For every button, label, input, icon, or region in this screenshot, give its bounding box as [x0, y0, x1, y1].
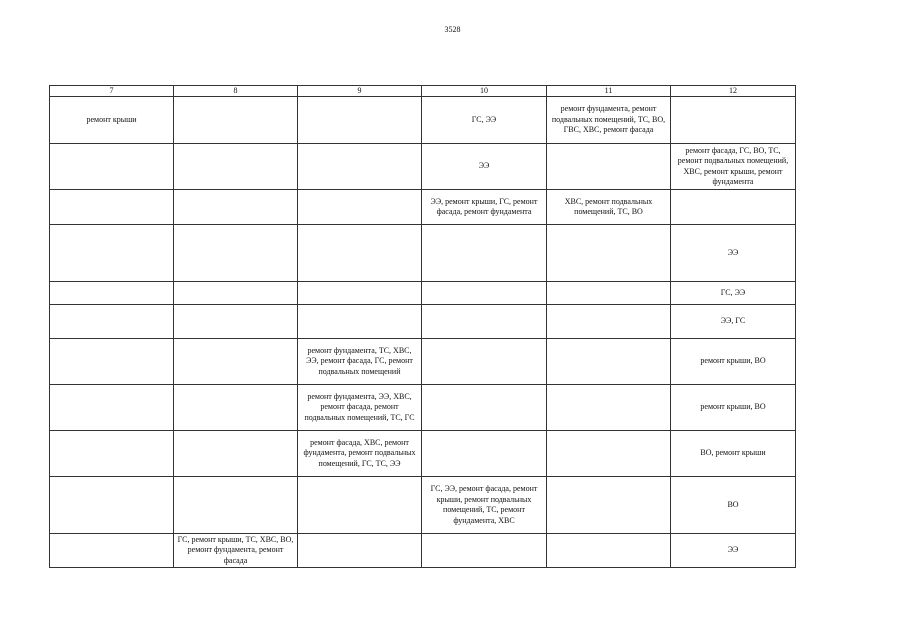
table-cell — [547, 305, 671, 339]
table-cell — [671, 190, 796, 225]
table-cell — [422, 305, 547, 339]
table-cell — [298, 97, 422, 144]
table-cell — [547, 477, 671, 534]
table-cell — [174, 477, 298, 534]
table-cell — [174, 225, 298, 282]
table-row — [50, 431, 796, 477]
table-cell — [174, 97, 298, 144]
table-cell: ремонт крыши — [50, 97, 174, 144]
table-cell: ЭЭ, ГС — [671, 305, 796, 339]
table-cell: ремонт крыши, ВО — [671, 339, 796, 385]
table-row — [50, 225, 796, 282]
table-cell: ремонт фасада, ХВС, ремонт фундамента, ремонт подвальных помещений, ГС, ТС, ЭЭ — [298, 431, 422, 477]
table-header-row — [50, 86, 796, 97]
table-cell — [422, 282, 547, 305]
table-cell — [50, 282, 174, 305]
table-cell — [422, 225, 547, 282]
table-cell — [298, 190, 422, 225]
table-cell: ВО, ремонт крыши — [671, 431, 796, 477]
table-cell: ЭЭ — [671, 534, 796, 568]
table-cell — [50, 534, 174, 568]
table-row — [50, 190, 796, 225]
table-row — [50, 339, 796, 385]
table-cell — [298, 144, 422, 190]
column-header: 11 — [547, 86, 671, 97]
table-cell — [50, 190, 174, 225]
table-row — [50, 385, 796, 431]
table-row — [50, 477, 796, 534]
table-cell — [50, 305, 174, 339]
table-row — [50, 282, 796, 305]
table-cell: ГС, ЭЭ — [422, 97, 547, 144]
table-cell — [50, 225, 174, 282]
table-cell — [298, 282, 422, 305]
table-cell: ГС, ремонт крыши, ТС, ХВС, ВО, ремонт фундамента, ремонт фасада — [174, 534, 298, 568]
table-cell: ГС, ЭЭ, ремонт фасада, ремонт крыши, ремонт подвальных помещений, ТС, ремонт фундамента, ХВС — [422, 477, 547, 534]
table-cell — [50, 144, 174, 190]
table-cell: ГС, ЭЭ — [671, 282, 796, 305]
table-cell — [547, 282, 671, 305]
works-table — [49, 85, 796, 568]
table-cell — [547, 385, 671, 431]
table-cell — [50, 339, 174, 385]
table-cell — [50, 385, 174, 431]
table-cell: ремонт фундамента, ремонт подвальных помещений, ТС, ВО, ГВС, ХВС, ремонт фасада — [547, 97, 671, 144]
table-cell — [547, 144, 671, 190]
table-cell — [422, 534, 547, 568]
table-cell: ремонт фундамента, ЭЭ, ХВС, ремонт фасада, ремонт подвальных помещений, ТС, ГС — [298, 385, 422, 431]
table-cell: ХВС, ремонт подвальных помещений, ТС, ВО — [547, 190, 671, 225]
table-cell — [298, 534, 422, 568]
table-cell — [174, 144, 298, 190]
table-row — [50, 305, 796, 339]
table-cell — [50, 431, 174, 477]
table-row — [50, 144, 796, 190]
table-cell — [174, 431, 298, 477]
table-cell — [50, 477, 174, 534]
table-cell — [298, 477, 422, 534]
table-cell: ремонт крыши, ВО — [671, 385, 796, 431]
page-number: 3528 — [444, 25, 461, 34]
column-header: 7 — [50, 86, 174, 97]
table-cell — [298, 225, 422, 282]
table-cell — [547, 225, 671, 282]
table-cell — [547, 431, 671, 477]
table-cell — [174, 339, 298, 385]
table-cell — [174, 385, 298, 431]
table-cell — [547, 339, 671, 385]
column-header: 9 — [298, 86, 422, 97]
table-cell — [422, 339, 547, 385]
table-cell — [174, 190, 298, 225]
table-cell — [422, 431, 547, 477]
table-cell — [671, 97, 796, 144]
table-cell — [422, 385, 547, 431]
table-cell: ЭЭ, ремонт крыши, ГС, ремонт фасада, ремонт фундамента — [422, 190, 547, 225]
table-cell: ремонт фундамента, ТС, ХВС, ЭЭ, ремонт фасада, ГС, ремонт подвальных помещений — [298, 339, 422, 385]
table-cell — [174, 282, 298, 305]
column-header: 8 — [174, 86, 298, 97]
column-header: 10 — [422, 86, 547, 97]
table-row — [50, 97, 796, 144]
table-cell — [298, 305, 422, 339]
table-cell — [547, 534, 671, 568]
column-header: 12 — [671, 86, 796, 97]
table-cell: ЭЭ — [671, 225, 796, 282]
table-row — [50, 534, 796, 568]
table-cell — [174, 305, 298, 339]
table-cell: ремонт фасада, ГС, ВО, ТС, ремонт подвальных помещений, ХВС, ремонт крыши, ремонт фундамента — [671, 144, 796, 190]
table-cell: ЭЭ — [422, 144, 547, 190]
table-cell: ВО — [671, 477, 796, 534]
